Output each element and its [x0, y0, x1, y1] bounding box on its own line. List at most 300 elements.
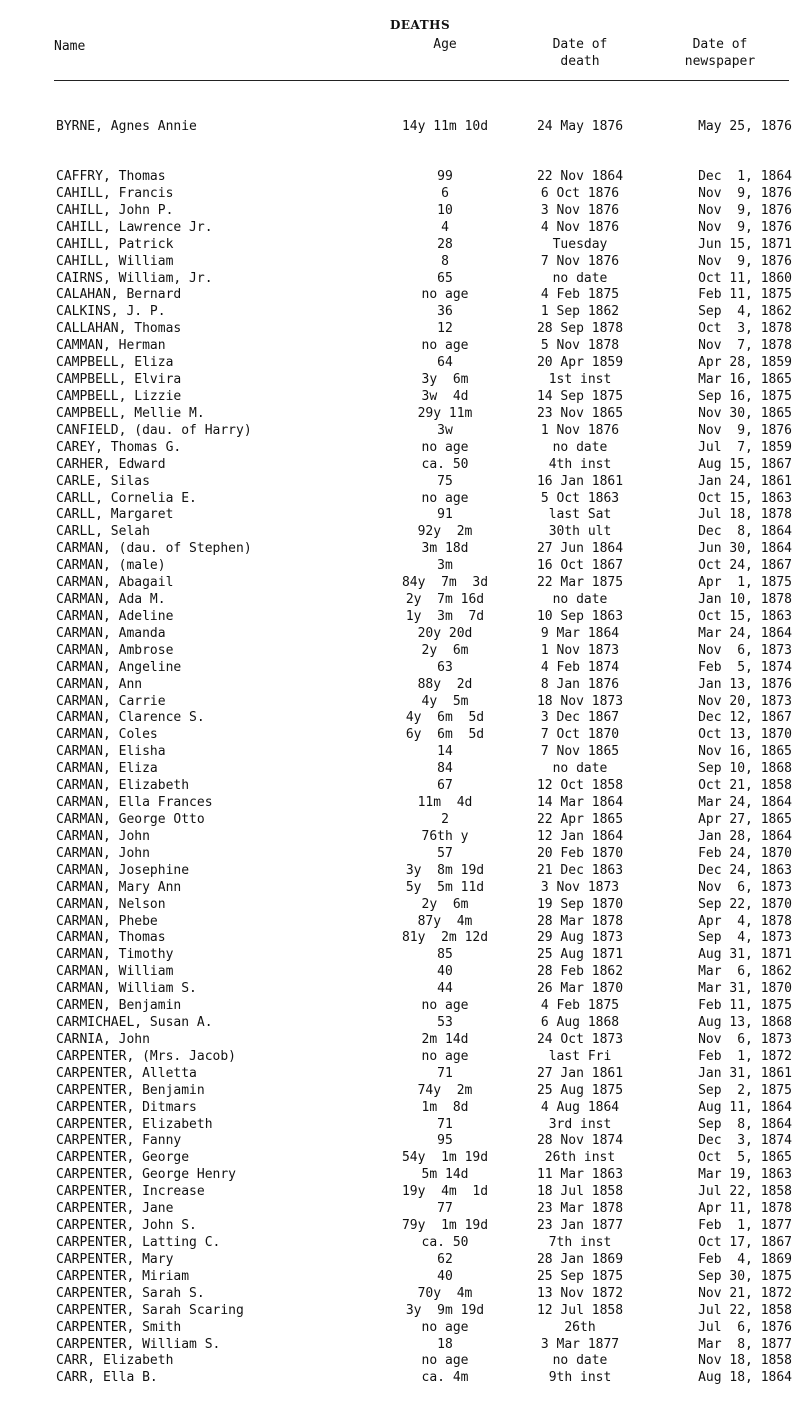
record-date-of-death: 7th inst [548, 1235, 612, 1250]
record-date-of-death: no date [552, 761, 608, 777]
record-name: CARMAN, Amanda [56, 625, 166, 641]
record-age: 36 [437, 304, 453, 320]
record-date-of-newspaper: Oct 5, 1865 [698, 1150, 792, 1166]
record-age: 88y 2d [417, 676, 473, 692]
table-row [0, 219, 812, 236]
table-row [0, 676, 812, 693]
record-name: CARMAN, Abagail [56, 575, 174, 591]
record-age: 71 [437, 1116, 453, 1132]
record-name: CARLL, Margaret [56, 507, 174, 523]
table-row [0, 693, 812, 710]
table-row [0, 1336, 812, 1353]
table-row [0, 642, 812, 659]
record-date-of-newspaper: Nov 30, 1865 [698, 405, 792, 421]
record-date-of-death: 6 Aug 1868 [540, 1015, 620, 1030]
record-date-of-death: 18 Jul 1858 [536, 1184, 624, 1200]
table-row [0, 1285, 812, 1302]
table-row [0, 1369, 812, 1386]
record-name: CALAHAN, Bernard [56, 287, 182, 303]
record-date-of-death: 20 Apr 1859 [536, 355, 624, 371]
record-name: CAMMAN, Herman [56, 338, 166, 354]
record-date-of-newspaper: Aug 13, 1868 [698, 1015, 792, 1030]
record-date-of-death: 4 Feb 1874 [540, 659, 620, 675]
record-date-of-death: 25 Sep 1875 [536, 1268, 624, 1284]
table-row [0, 1149, 812, 1166]
record-date-of-newspaper: Sep 10, 1868 [698, 761, 792, 777]
table-row [0, 591, 812, 608]
record-name: CARPENTER, Benjamin [56, 1082, 205, 1098]
record-date-of-newspaper: Nov 9, 1876 [698, 219, 792, 235]
record-age: 84 [437, 761, 453, 777]
record-name: CARPENTER, Jane [56, 1201, 174, 1217]
record-date-of-death: 18 Nov 1873 [536, 693, 624, 709]
record-date-of-death: 5 Oct 1863 [540, 490, 620, 506]
record-age: 77 [437, 1201, 453, 1217]
record-name: CARPENTER, (Mrs. Jacob) [56, 1048, 237, 1064]
record-date-of-newspaper: Apr 27, 1865 [698, 812, 792, 827]
record-age: 10 [437, 202, 453, 218]
record-date-of-newspaper: Mar 19, 1863 [698, 1167, 792, 1183]
table-row [0, 185, 812, 202]
record-date-of-newspaper: Aug 18, 1864 [698, 1370, 792, 1386]
table-row [0, 1200, 812, 1217]
record-name: CARMAN, Phebe [56, 913, 158, 929]
record-date-of-death: 4 Feb 1875 [540, 287, 620, 303]
record-age: 19y 4m 1d [401, 1184, 489, 1200]
table-row [0, 270, 812, 287]
header-divider [54, 80, 789, 81]
record-date-of-newspaper: Sep 4, 1873 [698, 930, 792, 946]
record-age: 62 [437, 1251, 453, 1267]
record-age: 3w 4d [421, 389, 469, 404]
record-date-of-death: 9 Mar 1864 [540, 625, 620, 641]
record-date-of-death: 3rd inst [548, 1116, 612, 1132]
record-name: CARPENTER, Elizabeth [56, 1116, 213, 1132]
record-age: 2m 14d [421, 1031, 469, 1047]
table-row [0, 879, 812, 896]
record-date-of-death: 5 Nov 1878 [540, 338, 620, 354]
table-row [0, 456, 812, 473]
table-row [0, 202, 812, 219]
record-date-of-death: 29 Aug 1873 [536, 930, 624, 946]
record-age: no age [421, 1353, 469, 1369]
record-age: 2y 6m [421, 642, 469, 658]
record-name: CARMAN, John [56, 828, 150, 844]
record-name: CARMAN, (dau. of Stephen) [56, 541, 252, 557]
table-row [0, 760, 812, 777]
record-date-of-death: 9th inst [548, 1370, 612, 1386]
record-age: 6y 6m 5d [405, 727, 485, 743]
record-age: ca. 4m [421, 1370, 469, 1386]
record-date-of-death: 12 Oct 1858 [536, 778, 624, 794]
table-row [0, 337, 812, 354]
table-row [0, 913, 812, 930]
record-age: 84y 7m 3d [401, 575, 489, 591]
record-age: 79y 1m 19d [401, 1218, 489, 1233]
record-date-of-newspaper: Nov 9, 1876 [698, 202, 792, 218]
table-row [0, 1217, 812, 1234]
table-row [0, 929, 812, 946]
record-age: 4y 6m 5d [405, 710, 485, 726]
record-date-of-death: 23 Mar 1878 [536, 1201, 624, 1217]
record-date-of-death: 19 Sep 1870 [536, 896, 624, 912]
record-name: CAIRNS, William, Jr. [56, 270, 213, 286]
record-date-of-newspaper: Sep 22, 1870 [698, 896, 792, 912]
record-age: no age [421, 490, 469, 506]
record-name: CAHILL, Lawrence Jr. [56, 219, 213, 235]
record-name: CARPENTER, William S. [56, 1336, 221, 1352]
record-date-of-death: last Fri [548, 1048, 612, 1064]
record-age: 53 [437, 1015, 453, 1030]
record-date-of-death: 27 Jan 1861 [536, 1065, 624, 1081]
record-date-of-death: 10 Sep 1863 [536, 608, 624, 624]
record-age: 2y 7m 16d [405, 592, 485, 607]
record-date-of-newspaper: Jan 13, 1876 [698, 676, 792, 692]
record-name: CARPENTER, George Henry [56, 1167, 237, 1183]
table-row [0, 557, 812, 574]
record-name: CARPENTER, Latting C. [56, 1235, 221, 1250]
record-date-of-newspaper: Jan 28, 1864 [698, 828, 792, 844]
record-age: 1y 3m 7d [405, 608, 485, 624]
record-date-of-death: 3 Dec 1867 [540, 710, 620, 726]
record-date-of-death: 24 May 1876 [536, 119, 624, 134]
record-date-of-newspaper: Nov 16, 1865 [698, 744, 792, 760]
record-name: CALLAHAN, Thomas [56, 321, 182, 337]
record-age: 71 [437, 1065, 453, 1081]
record-date-of-death: 1 Sep 1862 [540, 304, 620, 320]
record-age: 12 [437, 321, 453, 337]
record-date-of-newspaper: Dec 3, 1874 [698, 1133, 792, 1149]
record-date-of-newspaper: Aug 15, 1867 [698, 456, 792, 472]
record-age: 28 [437, 236, 453, 252]
record-date-of-newspaper: Sep 2, 1875 [698, 1082, 792, 1098]
table-row [0, 371, 812, 388]
record-name: CARMAN, George Otto [56, 812, 205, 827]
record-age: 29y 11m [417, 405, 473, 421]
table-row [0, 608, 812, 625]
record-age: 4y 5m [421, 693, 469, 709]
record-name: CAMPBELL, Elvira [56, 372, 182, 387]
record-date-of-death: 28 Sep 1878 [536, 321, 624, 337]
record-name: CARR, Ella B. [56, 1370, 158, 1386]
record-date-of-death: 28 Jan 1869 [536, 1251, 624, 1267]
record-date-of-newspaper: Mar 8, 1877 [698, 1336, 792, 1352]
record-date-of-death: 25 Aug 1875 [536, 1082, 624, 1098]
record-date-of-newspaper: Aug 31, 1871 [698, 947, 792, 963]
record-date-of-newspaper: Dec 12, 1867 [698, 710, 792, 726]
record-name: CARMAN, Ann [56, 676, 143, 692]
table-row [0, 1302, 812, 1319]
record-date-of-newspaper: Oct 13, 1870 [698, 727, 792, 743]
record-date-of-newspaper: Apr 1, 1875 [698, 575, 792, 591]
record-date-of-newspaper: Nov 18, 1858 [698, 1353, 792, 1369]
record-date-of-death: 26th [564, 1319, 596, 1335]
record-date-of-newspaper: Apr 11, 1878 [698, 1201, 792, 1217]
record-date-of-newspaper: Oct 17, 1867 [698, 1235, 792, 1250]
record-date-of-newspaper: Jul 6, 1876 [698, 1319, 792, 1335]
record-name: CARNIA, John [56, 1031, 150, 1047]
record-date-of-death: 1 Nov 1873 [540, 642, 620, 658]
record-name: CARMAN, Ella Frances [56, 795, 213, 810]
record-age: no age [421, 998, 469, 1014]
column-header-date-of-newspaper: Date of newspaper [684, 37, 756, 69]
record-age: 3y 8m 19d [405, 862, 485, 878]
record-date-of-death: 24 Oct 1873 [536, 1031, 624, 1047]
record-date-of-death: 26 Mar 1870 [536, 981, 624, 997]
record-age: 65 [437, 270, 453, 286]
table-row [0, 540, 812, 557]
record-date-of-newspaper: Nov 9, 1876 [698, 422, 792, 438]
record-date-of-newspaper: Feb 4, 1869 [698, 1251, 792, 1267]
record-name: CARPENTER, Sarah S. [56, 1285, 205, 1301]
table-row [0, 997, 812, 1014]
record-age: 44 [437, 981, 453, 997]
record-age: 3m [437, 558, 453, 574]
table-row [0, 946, 812, 963]
record-age: ca. 50 [421, 1235, 469, 1250]
record-age: 63 [437, 659, 453, 675]
record-age: no age [421, 338, 469, 354]
record-date-of-death: no date [552, 1353, 608, 1369]
record-date-of-newspaper: Oct 24, 1867 [698, 558, 792, 574]
record-age: 6 [441, 185, 449, 201]
table-row [0, 118, 812, 135]
record-name: CAMPBELL, Eliza [56, 355, 174, 371]
table-row [0, 1065, 812, 1082]
table-row [0, 1234, 812, 1251]
record-date-of-newspaper: Jan 10, 1878 [698, 592, 792, 607]
table-row [0, 422, 812, 439]
record-date-of-death: 8 Jan 1876 [540, 676, 620, 692]
table-row [0, 811, 812, 828]
record-date-of-death: 22 Apr 1865 [536, 812, 624, 827]
table-row [0, 625, 812, 642]
record-age: 85 [437, 947, 453, 963]
record-date-of-newspaper: Oct 15, 1863 [698, 608, 792, 624]
record-name: CARPENTER, Miriam [56, 1268, 190, 1284]
record-date-of-newspaper: Oct 11, 1860 [698, 270, 792, 286]
record-date-of-death: 7 Nov 1865 [540, 744, 620, 760]
record-date-of-newspaper: Jul 7, 1859 [698, 439, 792, 455]
record-name: CARPENTER, Fanny [56, 1133, 182, 1149]
record-age: 91 [437, 507, 453, 523]
table-row [0, 1319, 812, 1336]
table-row [0, 828, 812, 845]
record-date-of-death: 20 Feb 1870 [536, 845, 624, 861]
record-age: 99 [437, 169, 453, 184]
record-date-of-death: 7 Nov 1876 [540, 253, 620, 269]
record-age: 95 [437, 1133, 453, 1149]
record-date-of-death: no date [552, 439, 608, 455]
record-name: CARMAN, Ambrose [56, 642, 174, 658]
record-date-of-death: 11 Mar 1863 [536, 1167, 624, 1183]
record-date-of-newspaper: Nov 9, 1876 [698, 253, 792, 269]
record-age: 81y 2m 12d [401, 930, 489, 946]
record-name: CAHILL, John P. [56, 202, 174, 218]
record-date-of-newspaper: Jul 18, 1878 [698, 507, 792, 523]
record-date-of-death: 14 Mar 1864 [536, 795, 624, 810]
record-date-of-death: 3 Nov 1873 [540, 879, 620, 895]
record-date-of-newspaper: Nov 6, 1873 [698, 1031, 792, 1047]
table-row [0, 388, 812, 405]
record-name: CARMAN, Timothy [56, 947, 174, 963]
record-date-of-death: 27 Jun 1864 [536, 541, 624, 557]
record-name: CARMAN, Carrie [56, 693, 166, 709]
record-date-of-death: no date [552, 592, 608, 607]
table-row [0, 743, 812, 760]
record-date-of-newspaper: Nov 9, 1876 [698, 185, 792, 201]
record-age: 14y 11m 10d [401, 119, 489, 134]
record-date-of-death: 23 Nov 1865 [536, 405, 624, 421]
table-row [0, 845, 812, 862]
record-name: CARMAN, Clarence S. [56, 710, 205, 726]
table-row [0, 1132, 812, 1149]
record-date-of-newspaper: Nov 7, 1878 [698, 338, 792, 354]
table-row [0, 1251, 812, 1268]
record-name: CAREY, Thomas G. [56, 439, 182, 455]
record-date-of-newspaper: Feb 5, 1874 [698, 659, 792, 675]
record-name: CARMAN, (male) [56, 558, 166, 574]
record-date-of-newspaper: Feb 1, 1877 [698, 1218, 792, 1233]
record-age: 64 [437, 355, 453, 371]
table-row [0, 1116, 812, 1133]
record-date-of-newspaper: Sep 4, 1862 [698, 304, 792, 320]
record-name: CARMAN, Thomas [56, 930, 166, 946]
record-age: 3y 6m [421, 372, 469, 387]
record-name: CARMAN, Ada M. [56, 592, 166, 607]
record-date-of-death: 13 Nov 1872 [536, 1285, 624, 1301]
record-date-of-death: 14 Sep 1875 [536, 389, 624, 404]
table-row [0, 523, 812, 540]
record-date-of-death: Tuesday [552, 236, 608, 252]
record-date-of-death: 25 Aug 1871 [536, 947, 624, 963]
record-name: CARMAN, Nelson [56, 896, 166, 912]
record-date-of-death: 3 Mar 1877 [540, 1336, 620, 1352]
record-name: CALKINS, J. P. [56, 304, 166, 320]
record-age: 40 [437, 964, 453, 980]
record-age: 67 [437, 778, 453, 794]
column-header-name: Name [54, 39, 86, 54]
column-header-date-of-death: Date of death [552, 37, 608, 69]
record-name: CARPENTER, Mary [56, 1251, 174, 1267]
table-row [0, 862, 812, 879]
table-row [0, 168, 812, 185]
record-date-of-newspaper: Mar 6, 1862 [698, 964, 792, 980]
record-age: 3m 18d [421, 541, 469, 557]
table-row [0, 303, 812, 320]
table-row [0, 896, 812, 913]
record-age: 87y 4m [417, 913, 473, 929]
record-date-of-death: 7 Oct 1870 [540, 727, 620, 743]
table-row [0, 1183, 812, 1200]
record-name: CARLL, Cornelia E. [56, 490, 197, 506]
record-name: CARMAN, William [56, 964, 174, 980]
record-date-of-newspaper: Oct 21, 1858 [698, 778, 792, 794]
record-name: CARLE, Silas [56, 473, 150, 489]
record-name: CARMAN, William S. [56, 981, 197, 997]
record-name: CARMAN, Angeline [56, 659, 182, 675]
record-date-of-newspaper: Sep 30, 1875 [698, 1268, 792, 1284]
record-age: 14 [437, 744, 453, 760]
table-row [0, 473, 812, 490]
record-age: 18 [437, 1336, 453, 1352]
record-date-of-newspaper: Dec 8, 1864 [698, 524, 792, 540]
record-date-of-newspaper: Mar 24, 1864 [698, 625, 792, 641]
table-row [0, 320, 812, 337]
table-row [0, 794, 812, 811]
table-row [0, 1031, 812, 1048]
record-date-of-newspaper: Oct 3, 1878 [698, 321, 792, 337]
record-name: CARPENTER, Ditmars [56, 1099, 197, 1115]
record-date-of-newspaper: Feb 24, 1870 [698, 845, 792, 861]
table-row [0, 490, 812, 507]
record-name: CARR, Elizabeth [56, 1353, 174, 1369]
table-row [0, 574, 812, 591]
record-date-of-death: 1 Nov 1876 [540, 422, 620, 438]
record-name: BYRNE, Agnes Annie [56, 119, 197, 134]
record-date-of-death: 16 Oct 1867 [536, 558, 624, 574]
record-date-of-newspaper: Sep 8, 1864 [698, 1116, 792, 1132]
record-name: CAHILL, Francis [56, 185, 174, 201]
record-date-of-newspaper: Jan 31, 1861 [698, 1065, 792, 1081]
record-age: 2 [441, 812, 449, 827]
record-age: 54y 1m 19d [401, 1150, 489, 1166]
record-date-of-death: 22 Nov 1864 [536, 169, 624, 184]
record-name: CARPENTER, Smith [56, 1319, 182, 1335]
record-name: CAHILL, William [56, 253, 174, 269]
record-date-of-death: 4 Aug 1864 [540, 1099, 620, 1115]
record-age: 57 [437, 845, 453, 861]
record-name: CARPENTER, George [56, 1150, 190, 1166]
record-date-of-death: 4 Nov 1876 [540, 219, 620, 235]
table-row [0, 439, 812, 456]
record-name: CAHILL, Patrick [56, 236, 174, 252]
record-date-of-newspaper: Jun 30, 1864 [698, 541, 792, 557]
record-age: no age [421, 1048, 469, 1064]
record-age: 11m 4d [417, 795, 473, 810]
record-date-of-death: 30th ult [548, 524, 612, 540]
record-name: CARPENTER, Sarah Scaring [56, 1302, 244, 1318]
table-row [0, 506, 812, 523]
record-date-of-newspaper: Nov 21, 1872 [698, 1285, 792, 1301]
record-name: CAMPBELL, Lizzie [56, 389, 182, 404]
table-row [0, 1099, 812, 1116]
record-name: CARPENTER, Increase [56, 1184, 205, 1200]
table-row [0, 1014, 812, 1031]
table-row [0, 777, 812, 794]
record-date-of-newspaper: May 25, 1876 [698, 119, 792, 134]
record-name: CANFIELD, (dau. of Harry) [56, 422, 252, 438]
record-age: 92y 2m [417, 524, 473, 540]
record-date-of-newspaper: Dec 1, 1864 [698, 169, 792, 184]
record-date-of-newspaper: Apr 4, 1878 [698, 913, 792, 929]
page-title: DEATHS [390, 18, 451, 32]
record-age: 75 [437, 473, 453, 489]
record-date-of-death: 6 Oct 1876 [540, 185, 620, 201]
record-date-of-death: 22 Mar 1875 [536, 575, 624, 591]
record-name: CARPENTER, Alletta [56, 1065, 197, 1081]
table-row [0, 963, 812, 980]
record-date-of-death: 12 Jul 1858 [536, 1302, 624, 1318]
record-date-of-death: 4th inst [548, 456, 612, 472]
table-row [0, 980, 812, 997]
record-date-of-newspaper: Mar 24, 1864 [698, 795, 792, 810]
record-date-of-newspaper: Feb 11, 1875 [698, 287, 792, 303]
table-row [0, 236, 812, 253]
record-date-of-newspaper: Mar 31, 1870 [698, 981, 792, 997]
record-date-of-newspaper: Jun 15, 1871 [698, 236, 792, 252]
record-name: CARMICHAEL, Susan A. [56, 1015, 213, 1030]
